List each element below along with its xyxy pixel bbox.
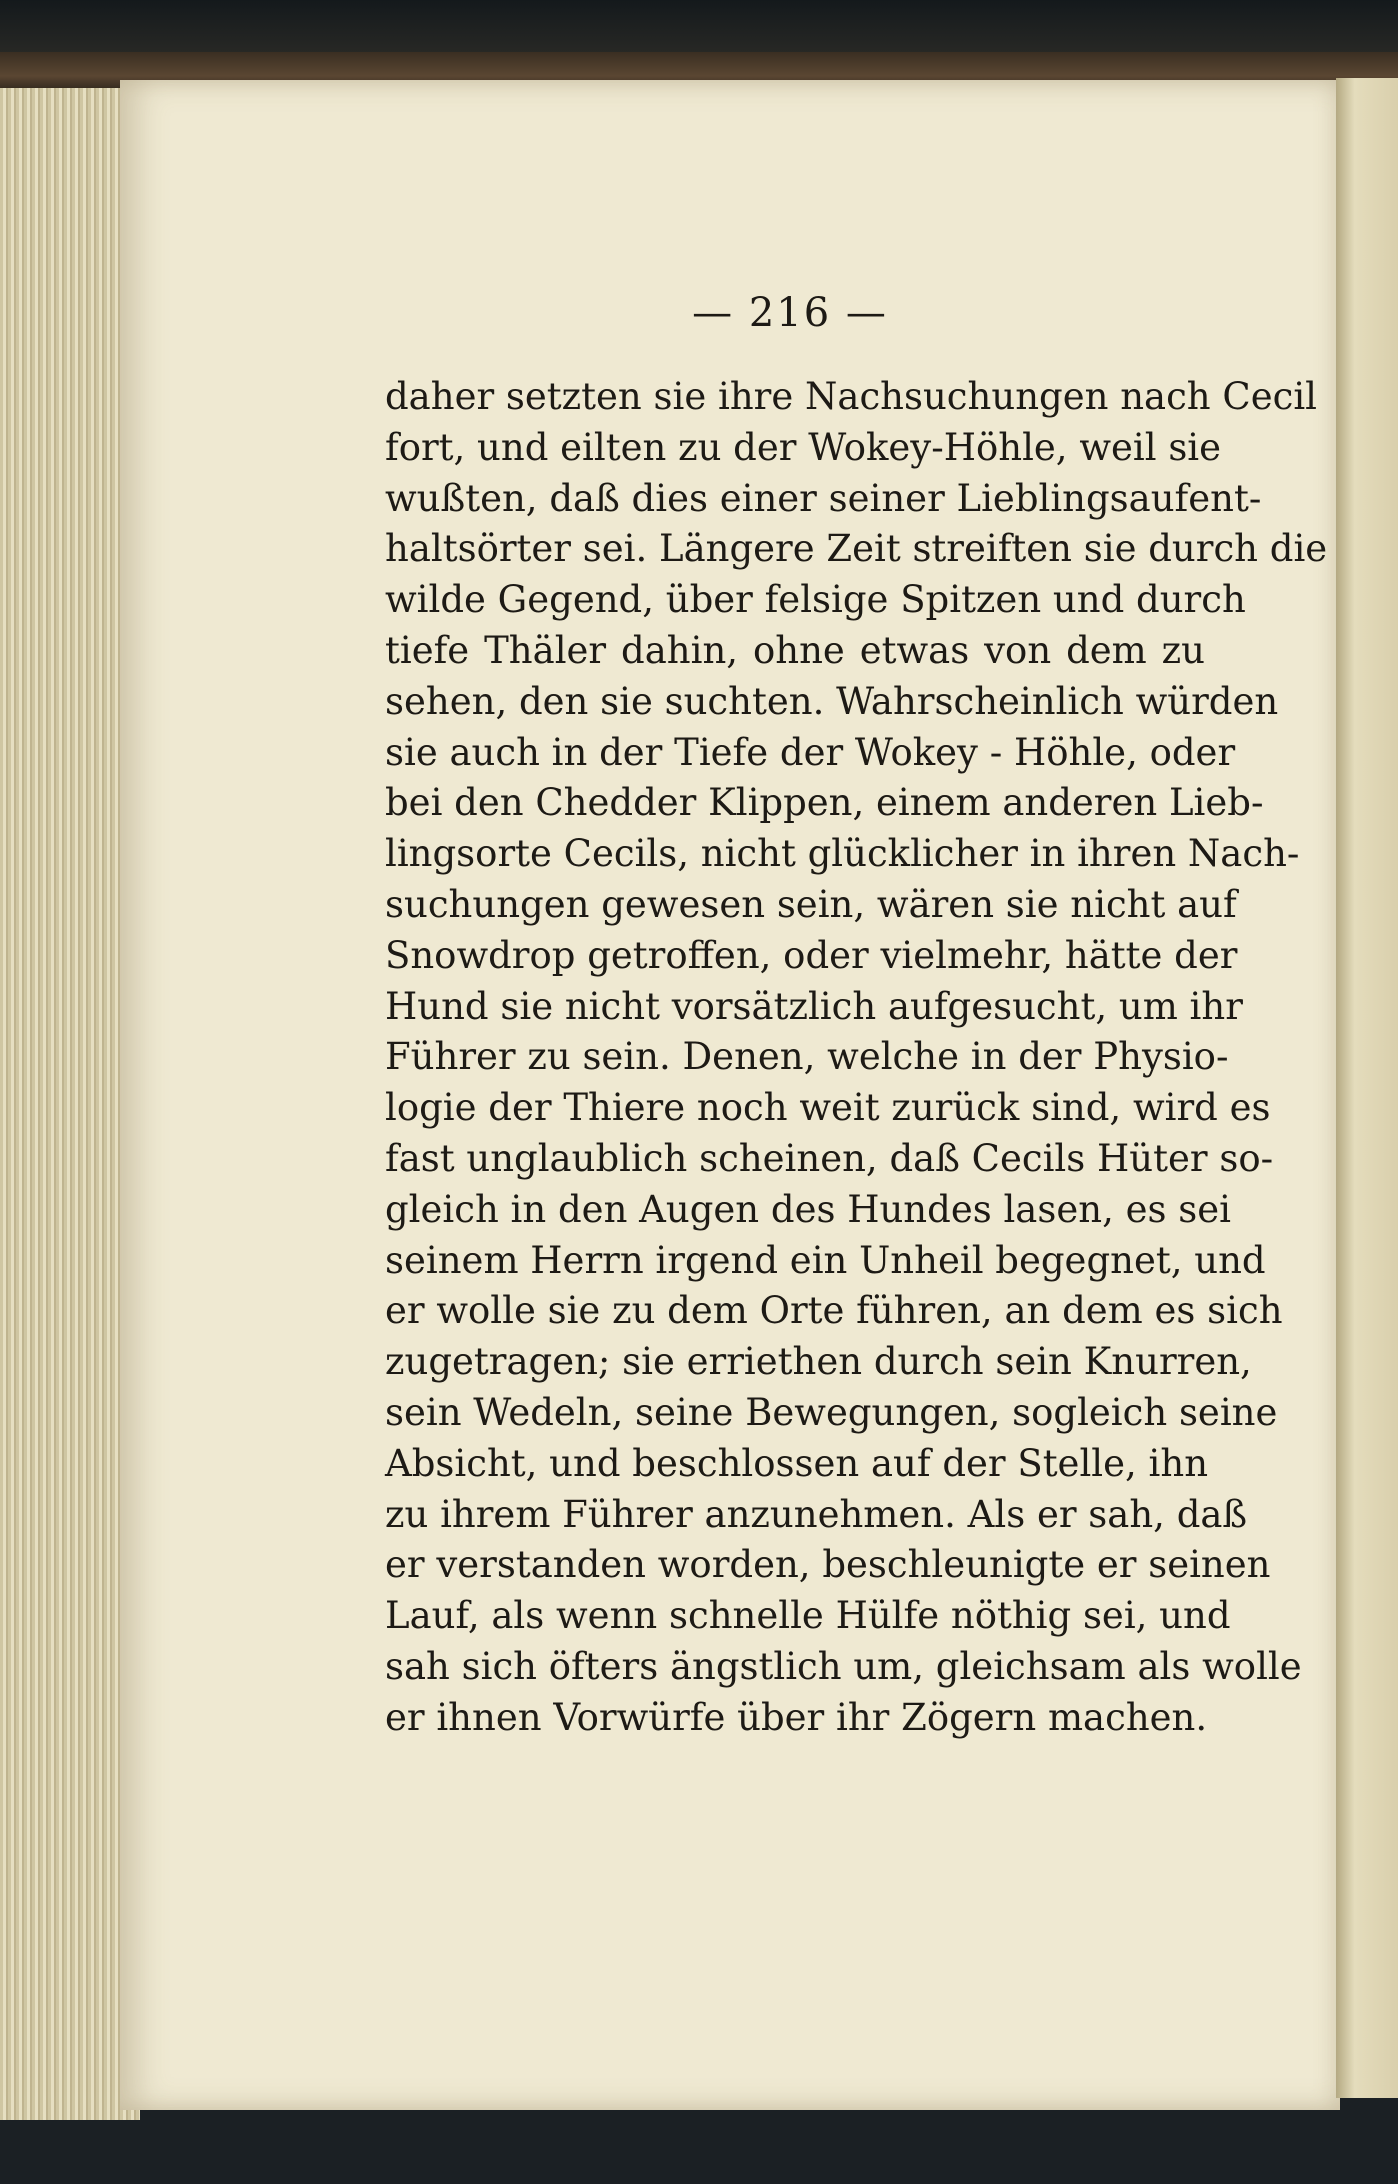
text-line: sehen, den sie suchten. Wahrscheinlich würden — [385, 679, 1279, 723]
page-stack-edge — [0, 88, 140, 2128]
text-line: lingsorte Cecils, nicht glücklicher in ihren Nach- — [385, 832, 1300, 876]
text-line: bei den Chedder Klippen, einem anderen Lieb- — [385, 781, 1264, 825]
text-line: er verstanden worden, beschleunigte er seinen — [385, 1543, 1271, 1587]
text-line: wilde Gegend, über felsige Spitzen und durch — [385, 578, 1246, 622]
page-number: — 216 — — [692, 290, 888, 336]
text-line: er ihnen Vorwürfe über ihr Zögern machen. — [385, 1695, 1208, 1739]
text-line: sah sich öfters ängstlich um, gleichsam als wolle — [385, 1644, 1302, 1688]
text-line: Führer zu sein. Denen, welche in der Physio- — [385, 1035, 1229, 1079]
text-line: wußten, daß dies einer seiner Lieblingsaufent- — [385, 476, 1262, 520]
backdrop-bottom — [0, 2120, 1398, 2184]
text-line: er wolle sie zu dem Orte führen, an dem es sich — [385, 1289, 1283, 1333]
text-line: sein Wedeln, seine Bewegungen, sogleich seine — [385, 1390, 1278, 1434]
text-line: sie auch in der Tiefe der Wokey - Höhle, oder — [385, 730, 1236, 774]
text-line: haltsörter sei. Längere Zeit streiften sie durch die — [385, 527, 1328, 571]
text-line: tiefe Thäler dahin, ohne etwas von dem zu — [385, 628, 1205, 672]
text-line: zu ihrem Führer anzunehmen. Als er sah, daß — [385, 1492, 1248, 1536]
text-line: Absicht, und beschlossen auf der Stelle, ihn — [385, 1441, 1209, 1485]
text-line: gleich in den Augen des Hundes lasen, es sei — [385, 1187, 1231, 1231]
backdrop — [0, 0, 1398, 60]
text-line: Snowdrop getroffen, oder vielmehr, hätte der — [385, 933, 1238, 977]
text-line: Hund sie nicht vorsätzlich aufgesucht, um ihr — [385, 984, 1243, 1028]
next-page-edge — [1336, 78, 1398, 2098]
text-line: fast unglaublich scheinen, daß Cecils Hüter so- — [385, 1136, 1274, 1180]
text-line: daher setzten sie ihre Nachsuchungen nach Cecil — [385, 375, 1317, 418]
text-line: logie der Thiere noch weit zurück sind, wird es — [385, 1086, 1271, 1130]
text-line: seinem Herrn irgend ein Unheil begegnet, und — [385, 1238, 1266, 1282]
body-text — [385, 372, 1328, 1744]
text-line: Lauf, als wenn schnelle Hülfe nöthig sei, und — [385, 1594, 1231, 1638]
text-line: suchungen gewesen sein, wären sie nicht auf — [385, 882, 1237, 926]
text-line: zugetragen; sie erriethen durch sein Knurren, — [385, 1340, 1252, 1384]
text-line: fort, und eilten zu der Wokey-Höhle, weil sie — [385, 425, 1222, 469]
